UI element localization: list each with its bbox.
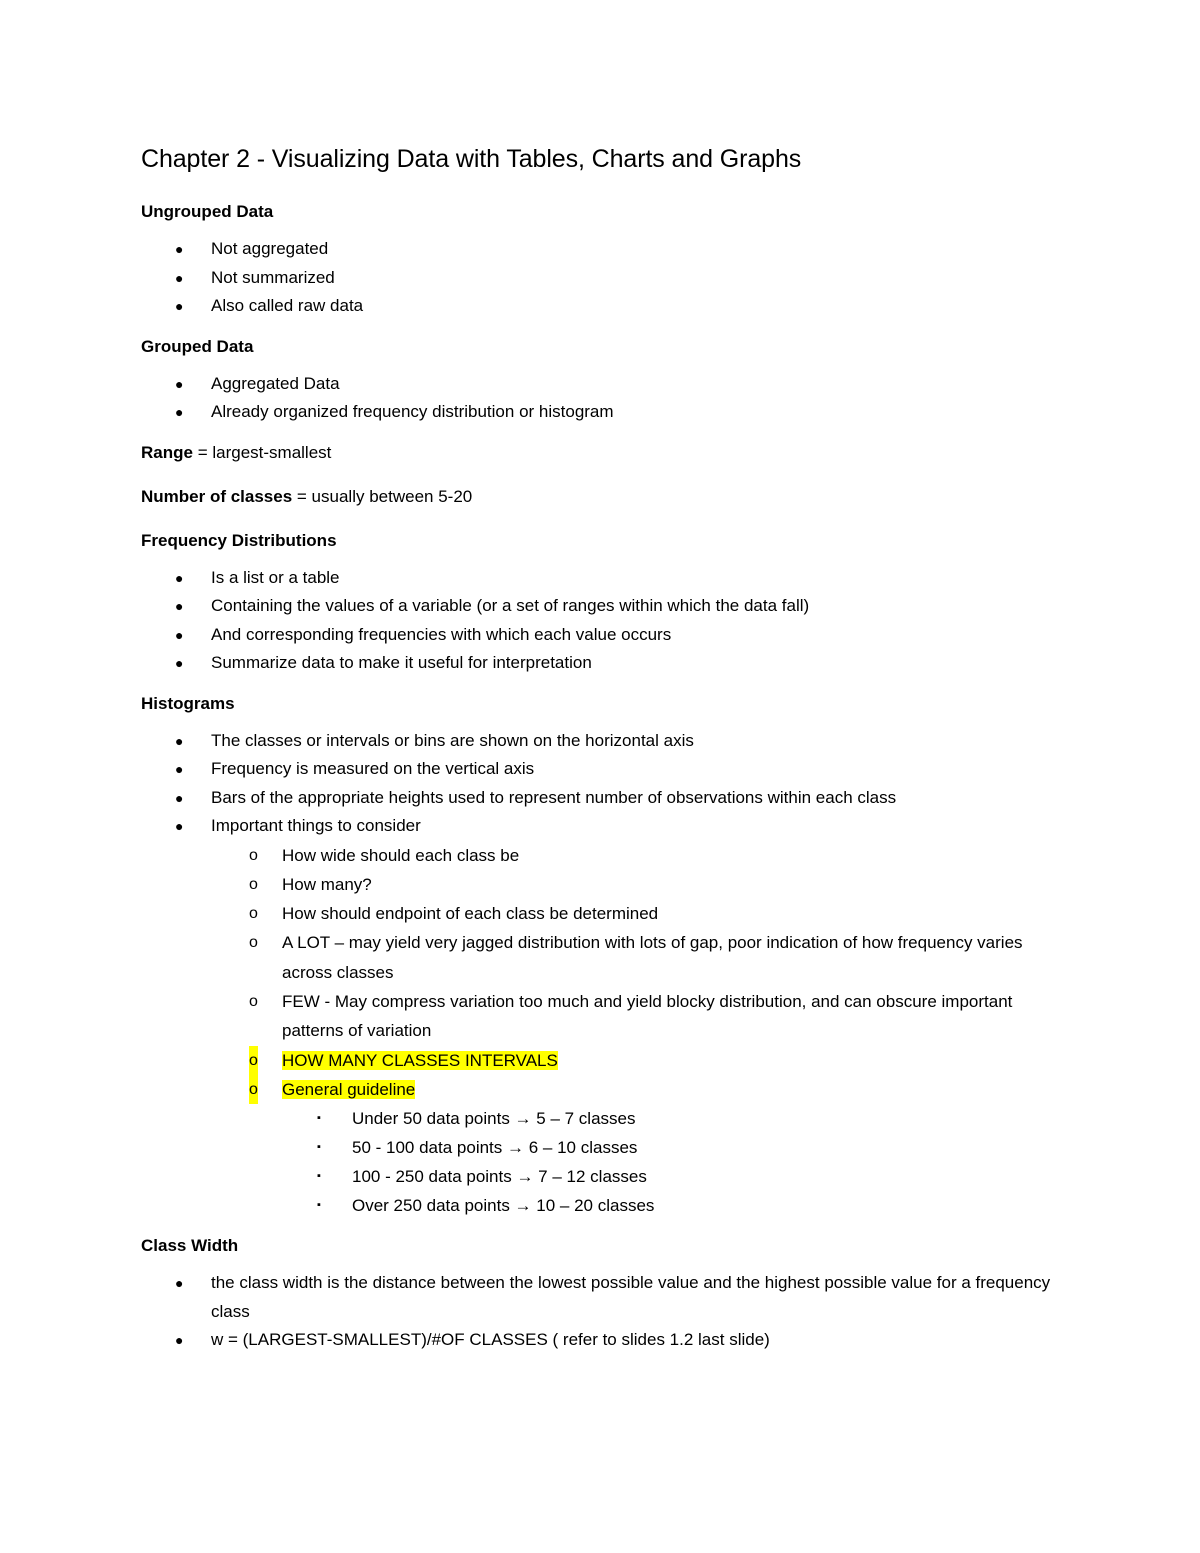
list-item: ● the class width is the distance between the lowest possible value and the highest possible value for a frequency class [141, 1269, 1061, 1326]
list-item: ● Not aggregated [141, 235, 1061, 264]
list-item: ● Summarize data to make it useful for interpretation [141, 649, 1061, 678]
guideline-item: ▪ Over 250 data points → 10 – 20 classes [141, 1191, 1061, 1220]
bullet-icon: ● [175, 1332, 184, 1349]
ungrouped-heading: Ungrouped Data [141, 202, 274, 221]
range-definition: Range = largest-smallest [141, 442, 332, 462]
sub-list-item: o How many? [141, 870, 1061, 899]
considerations-list [211, 841, 1061, 1221]
list-item: ● Bars of the appropriate heights used to represent number of observations within each class [141, 784, 1061, 813]
list-item: ● Not summarized [141, 264, 1061, 293]
class-width-heading: Class Width [141, 1236, 239, 1256]
square-bullet-icon: ▪ [317, 1112, 321, 1125]
list-item: ● Containing the values of a variable (or a set of ranges within which the data fall) [141, 592, 1061, 621]
circle-bullet-icon: o [249, 1046, 258, 1075]
list-item: ● The classes or intervals or bins are shown on the horizontal axis [141, 727, 1061, 756]
bullet-icon: ● [175, 598, 184, 614]
ungrouped-list [141, 235, 1061, 321]
bullet-icon: ● [175, 404, 184, 420]
circle-bullet-icon: o [249, 875, 258, 893]
sub-list-item: o How should endpoint of each class be determined [141, 899, 1061, 928]
circle-bullet-icon: o [249, 846, 258, 864]
list-item: ● And corresponding frequencies with which each value occurs [141, 621, 1061, 650]
highlighted-text: HOW MANY CLASSES INTERVALS [282, 1050, 558, 1070]
circle-bullet-icon: o [249, 1075, 258, 1104]
sub-list-item [141, 1075, 1061, 1220]
bullet-icon: ● [175, 818, 184, 834]
square-bullet-icon: ▪ [317, 1141, 321, 1154]
bullet-icon: ● [175, 789, 184, 806]
sub-list-item: o How wide should each class be [141, 841, 1061, 870]
bullet-icon: ● [175, 732, 184, 749]
bullet-icon: ● [175, 375, 184, 392]
bullet-icon: ● [175, 761, 184, 777]
bullet-icon: ● [175, 626, 184, 643]
grouped-list [141, 370, 1061, 427]
square-bullet-icon: ▪ [317, 1199, 321, 1212]
guideline-item: ▪ 100 - 250 data points → 7 – 12 classes [141, 1162, 1061, 1191]
frequency-heading: Frequency Distributions [141, 530, 337, 550]
list-item: ● Aggregated Data [141, 370, 1061, 399]
document-page [141, 143, 1061, 1355]
guideline-item: ▪ 50 - 100 data points → 6 – 10 classes [141, 1133, 1061, 1162]
list-item: ● Is a list or a table [141, 564, 1061, 593]
classes-definition: Number of classes = usually between 5-20 [141, 486, 473, 506]
bullet-icon: ● [175, 269, 184, 286]
sub-list-item: o FEW - May compress variation too much and yield blocky distribution, and can obscure important patterns of variation [141, 987, 1061, 1046]
circle-bullet-icon: o [249, 905, 258, 923]
grouped-heading: Grouped Data [141, 336, 254, 356]
bullet-icon: ● [175, 1275, 184, 1292]
histograms-heading: Histograms [141, 693, 235, 713]
list-item: ● Also called raw data [141, 292, 1061, 321]
bullet-icon: ● [175, 569, 184, 586]
bullet-icon: ● [175, 655, 184, 671]
class-width-list [141, 1269, 1061, 1355]
list-item: ● Important things to consider o How wide should each class be o How many? o How should endpoint of each class be determined o A LOT – may yield very jagged distribution with lots of gap, poor indication of how frequency varies across classes o FEW - May compress variation too much and yield blocky distribution, and can obscure important patterns of variation o HOW MANY CLASSES INTERVALS o General guideline ▪ Under 50 data points → 5 – 7 classes ▪ 50 - 100 data points → 6 – 10 classes ▪ 100 - 250 data points → 7 – 12 classes ▪ Over 250 data points → 10 – 20 classes [141, 812, 1061, 1220]
sub-list-item: o A LOT – may yield very jagged distribution with lots of gap, poor indication of how frequency varies across classes [141, 928, 1061, 987]
bullet-icon: ● [175, 241, 184, 257]
page-title: Chapter 2 - Visualizing Data with Tables, Charts and Graphs [141, 145, 802, 173]
sub-list-item [141, 1046, 1061, 1075]
frequency-list [141, 564, 1061, 678]
circle-bullet-icon: o [249, 992, 258, 1010]
guideline-list [282, 1104, 1061, 1220]
list-item: ● Frequency is measured on the vertical axis [141, 755, 1061, 784]
bullet-icon: ● [175, 298, 184, 314]
histograms-list [141, 727, 1061, 1221]
circle-bullet-icon: o [249, 934, 258, 952]
list-item: ● w = (LARGEST-SMALLEST)/#OF CLASSES ( refer to slides 1.2 last slide) [141, 1326, 1061, 1355]
list-item: ● Already organized frequency distribution or histogram [141, 398, 1061, 427]
square-bullet-icon: ▪ [317, 1170, 321, 1183]
guideline-item: ▪ Under 50 data points → 5 – 7 classes [141, 1104, 1061, 1133]
highlighted-text: General guideline [282, 1079, 416, 1099]
